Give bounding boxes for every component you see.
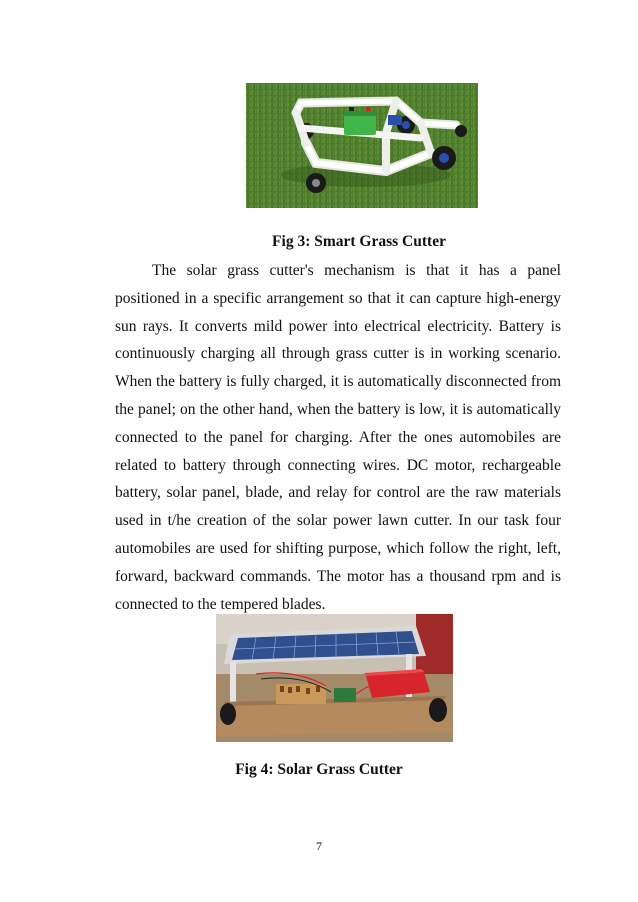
figure-3-caption: Fig 3: Smart Grass Cutter [272, 233, 446, 250]
figure-smart-grass-cutter-image [246, 83, 478, 208]
page-number: 7 [316, 839, 322, 853]
body-paragraph: The solar grass cutter's mechanism is that it has a panel positioned in a specific arrangement so that it can capture high-energy sun rays. It converts mild power into electrical electricity. Battery is continuously charging all through grass cutter is in working scenario. When the battery is fully charged, it is automatically disconnected from the panel; on the other hand, when the battery is low, it is automatically connected to the panel for charging. After the ones automobiles are related to battery through connecting wires. DC motor, rechargeable battery, solar panel, blade, and relay for control are the raw materials used in t/he creation of the solar power lawn cutter. In our task four automobiles are used for shifting purpose, which follow the right, left, forward, backward commands. The motor has a thousand rpm and is connected to the tempered blades. [115, 262, 561, 613]
figure-4-caption: Fig 4: Solar Grass Cutter [235, 761, 403, 778]
pvc-frame-robot-on-grass-photo [246, 83, 478, 208]
solar-panel-cutter-board-photo [216, 614, 453, 742]
figure-solar-grass-cutter-image [216, 614, 453, 742]
